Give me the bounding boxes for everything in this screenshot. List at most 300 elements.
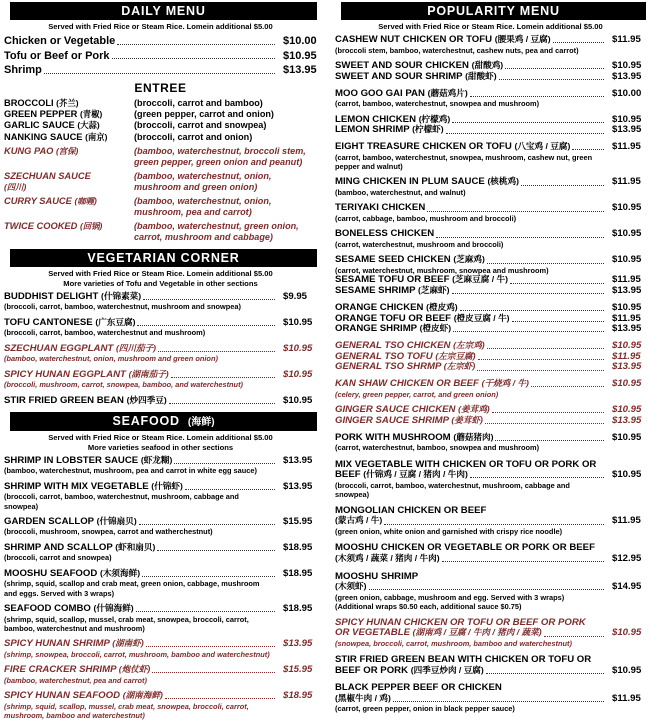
popularity-item-name: SPICY HUNAN CHICKEN OR TOFU OR BEEF OR PORK [335,617,586,629]
menu-item-name: PORK WITH MUSHROOM (蘑菇猪肉) [335,431,494,443]
entree-item-name: GREEN PEPPER (青椒) [4,109,103,120]
popularity-item-name-chinese: (木须虾) [335,580,367,591]
menu-item [335,229,646,240]
menu-item-name-chinese: (芝麻鸡) [453,254,485,265]
leader-dots [486,673,604,674]
entree-item-name-chinese: (青椒) [79,109,103,120]
seafood-item-description: (broccoli, carrot and snowpea) [4,553,112,563]
menu-item [335,72,646,83]
popularity-item-price: $14.95 [612,580,642,592]
menu-item-name-chinese: (柠檬虾) [412,124,444,135]
menu-item-price: $10.95 [612,254,642,266]
menu-item-name: GENERAL TSO TOFU (左宗豆腐) [335,350,476,362]
menu-item-price: $13.95 [612,323,642,335]
menu-item-name-chinese: (什锦素菜) [101,290,142,301]
popularity-item-name-chinese: (湖南鸡 / 豆腐 / 牛肉 / 猪肉 / 蔬菜) [412,627,542,638]
popularity-served-note: Served with Fried Rice or Steam Rice. Lomein additional $5.00 [378,22,603,32]
entree-item-description: (broccoli, carrot and bamboo) [134,98,263,109]
popularity-item-line-2 [335,666,646,677]
popularity-item-description: (green onion, white onion and garnished with crispy rice noodle) [335,527,563,537]
entree-item-name-chinese: (咖喱) [74,195,97,206]
menu-item-name-chinese: (姜茸虾) [451,414,483,425]
popularity-item-line-2 [335,694,646,705]
daily-menu-item-price: $10.00 [283,35,317,48]
menu-item-name: SZECHUAN EGGPLANT (四川茄子) [4,342,157,354]
popularity-item-line-2 [335,554,646,565]
vegetarian-item-description: (broccoli, carrot, bamboo, waterchestnut, mushroom and snowpea) [4,302,241,312]
leader-dots [139,524,275,525]
menu-item [4,543,317,554]
popularity-item-name-chinese: (什锦鸡 / 豆腐 / 猪肉 / 牛肉) [363,468,468,479]
entree-item-description: (bamboo, waterchestnut, broccoli stem, green pepper, green onion and peanut) [134,145,306,167]
menu-item-name: SPICY HUNAN SEAFOOD (湖南海鲜) [4,690,163,702]
leader-dots [512,321,604,322]
leader-dots [531,386,604,387]
leader-dots [477,370,604,371]
popularity-item-description: (carrot, cabbage, bamboo, mushroom and broccoli) [335,214,517,224]
menu-item-name: FIRE CRACKER SHRIMP (炮仗虾) [4,664,151,676]
menu-item-price: $10.95 [612,228,642,240]
menu-item-price: $10.95 [612,202,642,214]
menu-item [4,639,317,650]
popularity-item-description: (bamboo, waterchestnut, and walnut) [335,188,466,198]
entree-item [4,120,317,131]
menu-item [4,691,317,702]
menu-item-name-chinese: (左宗鸡) [453,339,485,350]
menu-item-name-chinese: (甜酸虾) [465,70,497,81]
popularity-item [335,617,646,639]
entree-item-name: BROCCOLI (芥兰) [4,98,79,109]
menu-item [4,396,317,407]
daily-menu-title: DAILY MENU [121,4,206,18]
popularity-item-description-extra: (Additional wraps $0.50 each, additional sauce $0.75) [335,601,522,611]
popularity-wrapped-items [335,453,646,714]
popularity-item-description: (green onion, cabbage, mushroom and egg. Served with 3 wraps) [335,592,565,602]
menu-item-price: $10.95 [283,394,313,406]
left-column [0,2,325,720]
entree-item [4,98,317,109]
menu-item-name: SWEET AND SOUR SHRIMP (甜酸虾) [335,70,497,82]
menu-item-name-chinese: (木须海鲜) [99,567,141,578]
menu-item-name-chinese: (甜酸鸡) [471,60,504,71]
popularity-item-name: MIX VEGETABLE WITH CHICKEN OR TOFU OR PORK OR [335,458,597,470]
popularity-item-name-continued [335,554,440,565]
menu-item-price: $15.95 [283,515,313,527]
entree-item-description: (bamboo, waterchestnut, green onion, carrot, mushroom and cabbage) [134,220,299,242]
leader-dots [499,79,604,80]
vegetarian-item-description: (broccoli, mushroom, carrot, snowpea, bamboo, and waterchestnut) [4,380,243,390]
menu-item-name: BUDDHIST DELIGHT (什锦素菜) [4,290,142,302]
menu-item-name: MING CHICKEN IN PLUM SAUCE (核桃鸡) [335,176,519,188]
leader-dots [470,477,604,478]
leader-dots [495,440,604,441]
popularity-item-name-continued: OR VEGETABLE (湖南鸡 / 豆腐 / 牛肉 / 猪肉 / 蔬菜) [335,627,542,639]
entree-item [4,146,317,168]
popularity-item-description: (celery, green pepper, carrot, and green onion) [335,389,499,399]
daily-menu-item-name: Tofu or Beef or Pork [4,49,110,62]
menu-item-price: $18.95 [283,541,313,553]
menu-item-name: CASHEW NUT CHICKEN OR TOFU (腰果鸡 / 豆腐) [335,34,551,46]
menu-item-name-chinese: (蘑菇鸡片) [427,87,468,98]
menu-item-price: $10.95 [283,342,313,354]
entree-item-name: GARLIC SAUCE (大蒜) [4,120,100,131]
menu-item [335,177,646,188]
menu-item-name: SHRIMP AND SCALLOP (虾和扇贝) [4,541,156,553]
seafood-item-description: (bamboo, waterchestnut, mushroom, pea and carrot in white egg sauce) [4,466,257,476]
leader-dots [553,42,604,43]
popularity-item-line-2 [335,516,646,527]
entree-item-description: (green pepper, carrot and onion) [134,109,274,120]
leader-dots [572,149,604,150]
menu-item-name: SPICY HUNAN EGGPLANT (湖南茄子) [4,368,169,380]
menu-item-price: $10.95 [612,301,642,313]
menu-item-name: SHRIMP IN LOBSTER SAUCE (虾龙糊) [4,454,173,466]
menu-item [335,255,646,266]
menu-item-price: $11.95 [612,34,641,46]
menu-item-price: $11.95 [612,141,641,153]
daily-menu-served-note: Served with Fried Rice or Steam Rice. Lomein additional $5.00 [48,22,273,32]
entree-item-name: KUNG PAO (宫保) [4,145,79,156]
menu-item [335,416,646,427]
menu-item-name-chinese: (广东豆腐) [95,316,136,327]
popularity-items [335,35,646,452]
menu-item-name: GINGER SAUCE CHICKEN (姜茸鸡) [335,404,490,416]
menu-item-name: GENERAL TSO SHRMP (左宗虾) [335,361,476,373]
menu-item-name: TOFU CANTONESE (广东豆腐) [4,316,136,328]
leader-dots [510,283,604,284]
menu-item [4,370,317,381]
entree-item-name-chinese: (宫保) [56,145,79,156]
popularity-menu-title: POPULARITY MENU [427,4,560,18]
seafood-item-description: (shrimp, snowpea, broccoli, carrot, mushroom, bamboo and waterchestnut) [4,649,270,659]
leader-dots [452,293,604,294]
menu-item-name: EIGHT TREASURE CHICKEN OR TOFU (八宝鸡 / 豆腐) [335,141,571,153]
menu-item-price: $13.95 [283,638,313,650]
seafood-item-description: (bamboo, waterchestnut, pea and carrot) [4,675,147,685]
popularity-item-description: (carrot, waterchestnut, bamboo, snowpea and mushroom) [335,443,540,453]
seafood-item-description: (shrimp, squid, scallop, mussel, crab meat, snowpea, broccoli, carrot, mushroom, bamboo and waterchestnut) [4,701,249,720]
menu-item [4,292,317,303]
menu-item-name: LEMON SHRIMP (柠檬虾) [335,124,444,136]
section-header-popularity-menu [341,2,646,20]
menu-item-price: $18.95 [283,567,313,579]
menu-item [335,89,646,100]
leader-dots [117,44,275,45]
menu-item-name: TERIYAKI CHICKEN [335,202,426,214]
menu-item-name: GARDEN SCALLOP (什锦扇贝) [4,515,137,527]
popularity-item-description: (snowpea, broccoli, carrot, mushroom, bamboo and waterchestnut) [335,639,572,649]
menu-item-price: $13.95 [612,414,642,426]
menu-item-price: $10.95 [612,431,642,443]
entree-item-name-chinese: (大蒜) [77,120,100,131]
daily-menu-item [4,64,317,76]
leader-dots [442,561,604,562]
entree-item-name-chinese: (四川) [4,181,27,192]
popularity-item [335,505,646,527]
menu-item-price: $15.95 [283,664,313,676]
popularity-item-line-2 [335,470,646,481]
entree-item [4,196,317,218]
leader-dots [44,73,275,74]
menu-item-name-chinese: (炒四季豆) [126,394,167,405]
menu-item-name-chinese: (炮仗虾) [118,664,151,675]
leader-dots [487,348,604,349]
popularity-item-name: MONGOLIAN CHICKEN OR BEEF [335,505,487,517]
leader-dots [487,263,604,264]
menu-item [335,142,646,153]
section-header-daily-menu [10,2,317,20]
popularity-item-description: (carrot, waterchestnut, mushroom and broccoli) [335,240,504,250]
menu-item-name-chinese: (蘑菇猪肉) [453,431,494,442]
popularity-item-name-chinese: (木须鸡 / 蔬菜 / 猪肉 / 牛肉) [335,552,440,563]
menu-item-name-chinese: (姜茸鸡) [458,404,490,415]
seafood-title-chinese: (海鲜) [187,417,215,429]
menu-item-price: $10.95 [612,339,642,351]
entree-item-name: SZECHUAN SAUCE (四川) [4,170,91,192]
menu-item-name-chinese: (橙皮豆腐 / 牛) [453,312,510,323]
menu-item-price: $10.95 [612,113,642,125]
leader-dots [384,524,604,525]
daily-menu-items [4,35,317,76]
menu-item-name: KAN SHAW CHICKEN OR BEEF (干烧鸡 / 牛) [335,378,529,390]
menu-item-price: $13.95 [612,361,642,373]
menu-item-name-chinese: (腰果鸡 / 豆腐) [494,34,551,45]
menu-item-price: $13.95 [283,454,313,466]
menu-item-name: STIR FRIED GREEN BEAN (炒四季豆) [4,394,167,406]
menu-item-price: $11.95 [612,274,641,286]
entree-title: ENTREE [134,81,187,96]
popularity-item-price: $10.95 [612,468,642,480]
leader-dots [146,646,275,647]
leader-dots [165,698,275,699]
menu-item [4,456,317,467]
popularity-item-price: $10.95 [612,664,642,676]
popularity-item-line-1 [335,654,646,665]
menu-item [4,482,317,493]
popularity-item-line-2 [335,582,646,593]
menu-item-name: MOOSHU SEAFOOD (木须海鲜) [4,567,141,579]
daily-menu-item-price: $13.95 [283,63,317,76]
menu-item [4,665,317,676]
menu-item-name-chinese: (橙皮虾) [419,323,452,334]
menu-item-name-chinese: (柠檬鸡) [418,113,451,124]
popularity-item-name: MOOSHU SHRIMP [335,570,419,582]
leader-dots [185,489,275,490]
popularity-item-price: $10.95 [612,627,642,639]
seafood-item-description: (shrimp, squid, scallop, mussel, crab meat, snowpea, broccoli, carrot, bamboo, waterchestnut and mushroom) [4,614,249,633]
entree-item [4,109,317,120]
popularity-item-price: $11.95 [612,515,641,527]
menu-item-name-chinese: (虾和扇贝) [115,541,156,552]
menu-item-price: $9.95 [283,290,308,302]
menu-item-price: $11.95 [612,312,641,324]
leader-dots [446,133,604,134]
leader-dots [369,589,604,590]
leader-dots [452,122,604,123]
popularity-item-name: MOOSHU CHICKEN OR VEGETABLE OR PORK OR BEEF [335,542,595,554]
menu-item-price: $10.95 [612,378,642,390]
leader-dots [136,611,275,612]
leader-dots [142,576,275,577]
menu-item-name-chinese: (橙皮鸡) [426,301,458,312]
entree-item-description: (bamboo, waterchestnut, onion, mushroom and green onion) [134,170,272,192]
popularity-item [335,654,646,676]
seafood-item-description: (shrimp, squid, scallop and crab meat, green onion, cabbage, mushroom and eggs. Served with 3 wraps) [4,579,260,598]
menu-item-name-chinese: (什锦海鲜) [93,602,134,613]
vegetarian-item-description: (bamboo, waterchestnut, onion, mushroom and green onion) [4,354,218,364]
menu-item-price: $11.95 [612,176,641,188]
menu-item [4,318,317,329]
menu-item-price: $18.95 [283,690,313,702]
popularity-item-price: $12.95 [612,552,642,564]
popularity-item-description: (carrot, green pepper, onion in black pepper sauce) [335,704,515,714]
menu-item-price: $10.95 [283,368,313,380]
leader-dots [460,310,604,311]
entree-item [4,171,317,193]
menu-item-name-chinese: (什锦虾) [151,480,183,491]
popularity-item-name-chinese: (四季豆炒肉 / 豆腐) [410,664,484,675]
popularity-item-name-chinese: (黑椒牛肉 / 鸡) [335,692,391,703]
entree-item-description: (bamboo, waterchestnut, onion, mushroom, pea and carrot) [134,195,272,217]
seafood-item-description: (broccoli, carrot, bamboo, waterchestnut, mushroom, cabbage and snowpea) [4,492,239,511]
entree-item-description: (broccoli, carrot and snowpea) [134,120,267,131]
menu-item [335,362,646,373]
menu-item-name: SEAFOOD COMBO (什锦海鲜) [4,602,134,614]
leader-dots [158,351,275,352]
popularity-item-description: (carrot, waterchestnut, mushroom, snowpea and mushroom) [335,266,549,276]
menu-item-price: $10.95 [612,404,642,416]
menu-item [335,286,646,297]
entree-item [4,221,317,243]
entree-item-name-chinese: (南京) [85,131,108,142]
vegetarian-items [4,292,317,407]
menu-item-name: SHRIMP WITH MIX VEGETABLE (什锦虾) [4,480,183,492]
popularity-item-name-chinese: (蒙古鸡 / 牛) [335,515,383,526]
entree-item [4,132,317,143]
leader-dots [393,701,604,702]
popularity-item-name-continued [335,694,391,705]
menu-item-price: $10.00 [612,87,642,99]
menu-item-name: SWEET AND SOUR CHICKEN (甜酸鸡) [335,60,504,72]
leader-dots [485,423,604,424]
menu-item-name-chinese: (核桃鸡) [487,176,519,187]
menu-item-name-chinese: (湖南虾) [112,638,144,649]
menu-item-price: $13.95 [612,124,642,136]
menu-item-name-chinese: (左宗虾) [443,361,476,372]
entree-item-name-chinese: (芥兰) [56,98,79,109]
menu-item-name: GENERAL TSO CHICKEN (左宗鸡) [335,339,485,351]
leader-dots [427,211,604,212]
leader-dots [521,185,604,186]
menu-item-name: SESAME SEED CHICKEN (芝麻鸡) [335,254,485,266]
menu-item-name: ORANGE SHRIMP (橙皮虾) [335,323,452,335]
menu-item-name-chinese: (虾龙糊) [140,454,173,465]
menu-item-name: SPICY HUNAN SHRIMP (湖南虾) [4,638,144,650]
menu-item-name: ORANGE TOFU OR BEEF (橙皮豆腐 / 牛) [335,312,510,324]
entree-items [4,98,317,242]
menu-item [335,125,646,136]
menu-item-price: $11.95 [612,350,641,362]
popularity-item-line-1 [335,571,646,582]
menu-item [335,379,646,390]
popularity-item-name-continued: BEEF OR PORK (四季豆炒肉 / 豆腐) [335,664,484,676]
menu-item-name: MOO GOO GAI PAN (蘑菇鸡片) [335,87,468,99]
right-column [325,2,650,714]
menu-item [335,203,646,214]
menu-item-price: $13.95 [612,70,642,82]
menu-item-price: $10.95 [283,316,313,328]
menu-item-name-chinese: (什锦扇贝) [96,515,137,526]
seafood-items [4,456,317,720]
leader-dots [137,325,275,326]
section-header-seafood [10,412,317,431]
popularity-item-name: BLACK PEPPER BEEF OR CHICKEN [335,682,502,694]
menu-item-name-chinese: (芝麻豆腐 / 牛) [452,274,508,285]
leader-dots [169,403,275,404]
menu-item-name-chinese: (八宝鸡 / 豆腐) [514,141,571,152]
daily-menu-item-name: Chicken or Vegetable [4,35,116,48]
daily-menu-item [4,50,317,62]
leader-dots [478,359,605,360]
seafood-title: SEAFOOD [112,414,180,429]
menu-item-name-chinese: (干烧鸡 / 牛) [481,378,529,389]
entree-item-name: NANKING SAUCE (南京) [4,131,108,142]
leader-dots [112,58,275,59]
menu-item-name: SESAME TOFU OR BEEF (芝麻豆腐 / 牛) [335,274,508,286]
leader-dots [143,299,275,300]
menu-item-name: SESAME SHRIMP (芝麻虾) [335,285,450,297]
seafood-served-note: Served with Fried Rice or Steam Rice. Lomein additional $5.00 [48,432,273,442]
popularity-item-description: (carrot, bamboo, waterchestnut, snowpea, mushroom, cashew nut, green pepper and walnut) [335,152,593,172]
popularity-item-description: (broccoli, carrot, bamboo, waterchestnut, mushroom, cabbage and snowpea) [335,480,570,499]
leader-dots [470,96,604,97]
leader-dots [152,672,275,673]
vegetarian-served-note: Served with Fried Rice or Steam Rice. Lomein additional $5.00 [48,268,273,278]
menu-item-name-chinese: (湖南茄子) [128,368,169,379]
seafood-item-description: (broccoli, mushroom, snowpea, carrot and watherchestnut) [4,527,213,537]
menu-item-name: ORANGE CHICKEN (橙皮鸡) [335,301,458,313]
menu-item-name-chinese: (芝麻虾) [418,285,450,296]
menu-item-name-chinese: (四川茄子) [115,342,157,353]
entree-item-name: CURRY SAUCE (咖喱) [4,195,97,206]
daily-menu-item [4,35,317,47]
popularity-item-name-continued [335,516,382,527]
menu-item-price: $13.95 [612,285,642,297]
vegetarian-served-note-2: More varieties of Tofu and Vegetable in other sections [63,278,258,288]
entree-item-description: (broccoli, carrot and onion) [134,131,253,142]
menu-item [335,324,646,335]
menu-item-name: GINGER SAUCE SHRIMP (姜茸虾) [335,414,483,426]
menu-item [4,569,317,580]
entree-item-name-chinese: (回锅) [79,220,103,231]
popularity-item-name: STIR FRIED GREEN BEAN WITH CHICKEN OR TOFU OR [335,654,592,666]
menu-item [4,604,317,615]
menu-item [335,433,646,444]
menu-item-name: LEMON CHICKEN (柠檬鸡) [335,113,451,125]
popularity-item [335,459,646,481]
daily-menu-item-price: $10.95 [283,49,317,62]
leader-dots [453,331,604,332]
vegetarian-item-description: (broccoli, carrot, bamboo, waterchestnut and mushroom) [4,328,206,338]
popularity-item [335,542,646,564]
menu-item-price: $13.95 [283,480,313,492]
menu-item-name-chinese: (左宗豆腐) [435,350,476,361]
menu-item-price: $18.95 [283,602,313,614]
leader-dots [505,68,604,69]
leader-dots [171,377,275,378]
leader-dots [436,237,604,238]
popularity-item-description: (carrot, bamboo, waterchestnut, snowpea and mushroom) [335,99,540,109]
